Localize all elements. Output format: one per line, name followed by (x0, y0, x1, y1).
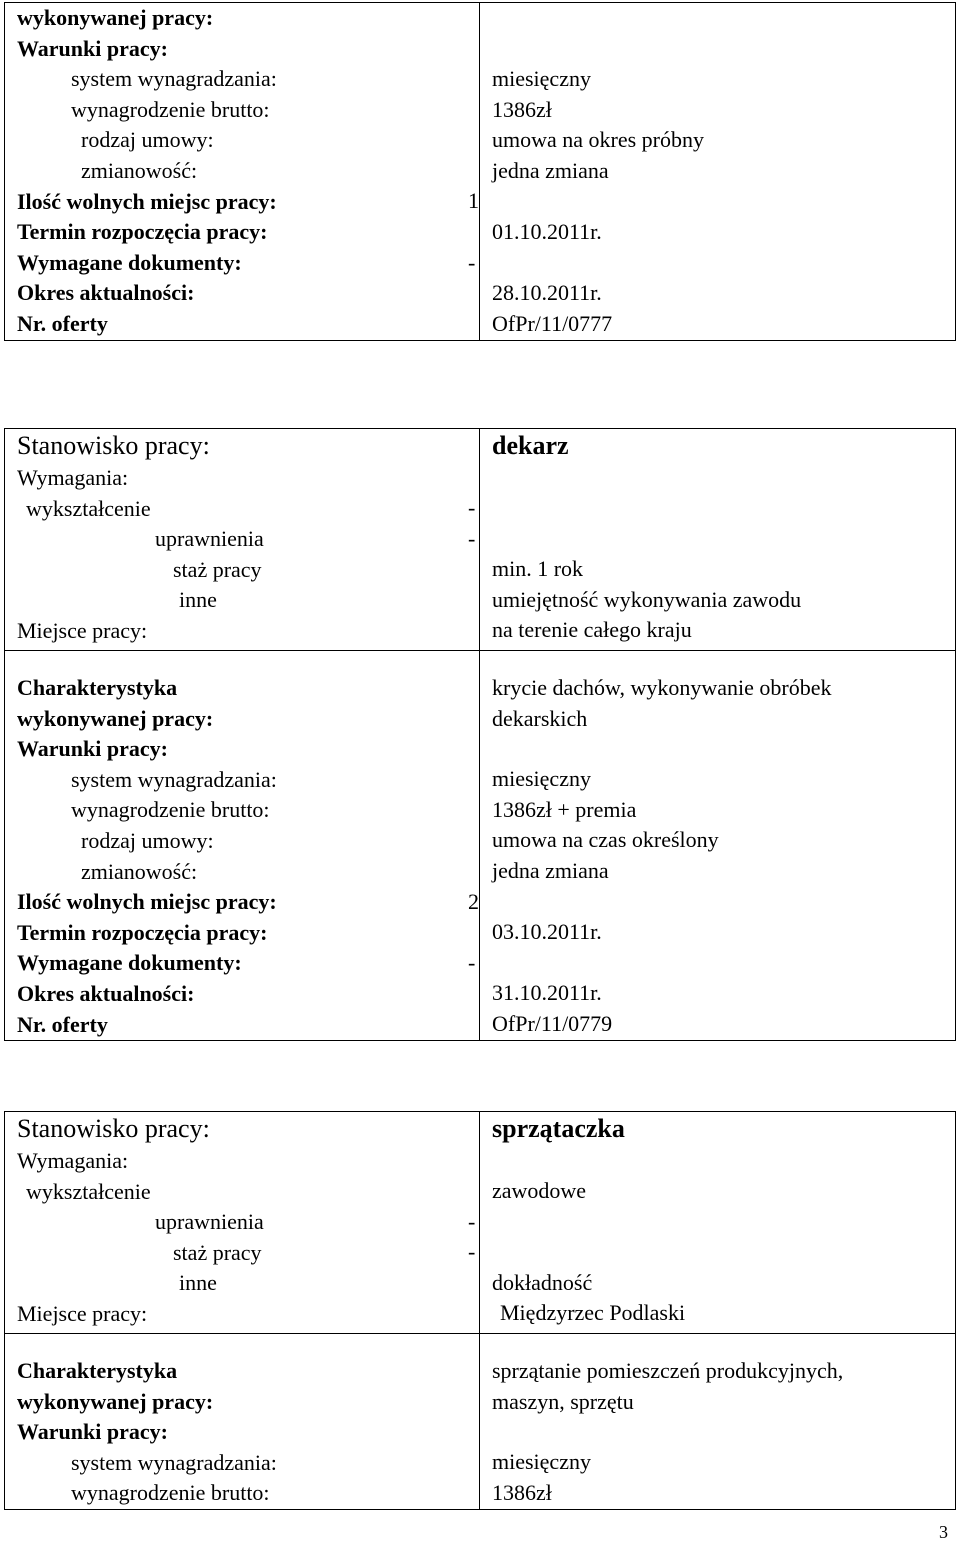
wolne-value: 2 (468, 888, 479, 914)
brutto-value: 1386zł (492, 96, 552, 122)
termin-value: 01.10.2011r. (492, 218, 602, 244)
wyksztalcenie-label: wykształcenie (26, 1178, 151, 1204)
charakterystyka-value: krycie dachów, wykonywanie obróbek (492, 674, 832, 700)
termin-label: Termin rozpoczęcia pracy: (17, 919, 268, 945)
dokumenty-value: - (468, 949, 476, 975)
dokumenty-label: Wymagane dokumenty: (17, 249, 242, 275)
charakterystyka-label: Charakterystyka (17, 674, 178, 700)
brutto-label: wynagrodzenie brutto: (71, 96, 270, 122)
uprawnienia-value: - (468, 1208, 476, 1234)
brutto-value: 1386zł (492, 1479, 552, 1505)
wolne-label: Ilość wolnych miejsc pracy: (17, 889, 277, 915)
charakterystyka-label: Charakterystyka (17, 1357, 178, 1383)
charakterystyka-tail: wykonywanej pracy: (17, 5, 214, 30)
wymagania-heading: Wymagania: (17, 1148, 129, 1173)
staz-value: min. 1 rok (492, 556, 584, 582)
okres-label: Okres aktualności: (17, 980, 195, 1006)
termin-value: 03.10.2011r. (492, 919, 602, 945)
charakterystyka-label-2: wykonywanej pracy: (17, 1388, 214, 1414)
system-value: miesięczny (492, 766, 591, 792)
wyksztalcenie-value: zawodowe (492, 1178, 587, 1203)
offer-table-3 (4, 1111, 956, 1510)
brutto-value: 1386zł + premia (492, 796, 637, 822)
miejsce-value: na terenie całego kraju (492, 617, 692, 643)
uprawnienia-label: uprawnienia (155, 1209, 264, 1235)
staz-value: - (468, 1239, 476, 1265)
zmianowosc-label: zmianowość: (81, 157, 198, 183)
dokumenty-label: Wymagane dokumenty: (17, 950, 242, 976)
system-label: system wynagradzania: (71, 1449, 277, 1475)
inne-label: inne (179, 1270, 217, 1296)
page-number: 3 (939, 1522, 948, 1542)
brutto-label: wynagrodzenie brutto: (71, 797, 270, 823)
system-label: system wynagradzania: (71, 66, 277, 92)
wolne-label: Ilość wolnych miejsc pracy: (17, 188, 277, 214)
nr-oferty-value: OfPr/11/0779 (492, 1010, 613, 1036)
system-label: system wynagradzania: (71, 766, 277, 792)
okres-value: 28.10.2011r. (492, 280, 602, 306)
inne-value: umiejętność wykonywania zawodu (492, 586, 802, 612)
offer-table-2 (4, 428, 956, 1041)
offer-table-1 (4, 2, 956, 341)
miejsce-label: Miejsce pracy: (17, 1300, 148, 1326)
stanowisko-value: sprzątaczka (492, 1114, 625, 1143)
termin-label: Termin rozpoczęcia pracy: (17, 219, 268, 245)
stanowisko-label: Stanowisko pracy: (17, 431, 210, 460)
inne-value: dokładność (492, 1269, 593, 1295)
nr-oferty-value: OfPr/11/0777 (492, 310, 613, 336)
miejsce-value: Międzyrzec Podlaski (500, 1300, 686, 1326)
warunki-heading: Warunki pracy: (17, 35, 168, 61)
zmianowosc-value: jedna zmiana (492, 157, 609, 183)
stanowisko-label: Stanowisko pracy: (17, 1114, 210, 1143)
umowa-label: rodzaj umowy: (81, 827, 214, 853)
charakterystyka-value-2: maszyn, sprzętu (492, 1388, 634, 1414)
inne-label: inne (179, 587, 217, 613)
system-value: miesięczny (492, 1449, 591, 1475)
nr-oferty-label: Nr. oferty (17, 1011, 108, 1037)
okres-value: 31.10.2011r. (492, 980, 602, 1006)
staz-label: staż pracy (173, 1239, 262, 1265)
charakterystyka-value-2: dekarskich (492, 705, 588, 731)
okres-label: Okres aktualności: (17, 280, 195, 306)
warunki-heading: Warunki pracy: (17, 1419, 168, 1445)
stanowisko-value: dekarz (492, 431, 569, 460)
umowa-value: umowa na okres próbny (492, 127, 705, 153)
uprawnienia-label: uprawnienia (155, 526, 264, 552)
wymagania-heading: Wymagania: (17, 465, 129, 490)
wolne-value: 1 (468, 188, 479, 214)
uprawnienia-value: - (468, 525, 476, 551)
umowa-value: umowa na czas określony (492, 827, 719, 853)
staz-label: staż pracy (173, 556, 262, 582)
wyksztalcenie-label: wykształcenie (26, 495, 151, 521)
charakterystyka-label-2: wykonywanej pracy: (17, 705, 214, 731)
brutto-label: wynagrodzenie brutto: (71, 1480, 270, 1506)
warunki-heading: Warunki pracy: (17, 736, 168, 762)
dokumenty-value: - (468, 249, 476, 275)
system-value: miesięczny (492, 66, 591, 91)
nr-oferty-label: Nr. oferty (17, 310, 108, 336)
zmianowosc-value: jedna zmiana (492, 857, 609, 883)
miejsce-label: Miejsce pracy: (17, 617, 148, 643)
zmianowosc-label: zmianowość: (81, 858, 198, 884)
charakterystyka-value: sprzątanie pomieszczeń produkcyjnych, (492, 1357, 844, 1383)
umowa-label: rodzaj umowy: (81, 127, 214, 153)
wyksztalcenie-value: - (468, 495, 476, 520)
